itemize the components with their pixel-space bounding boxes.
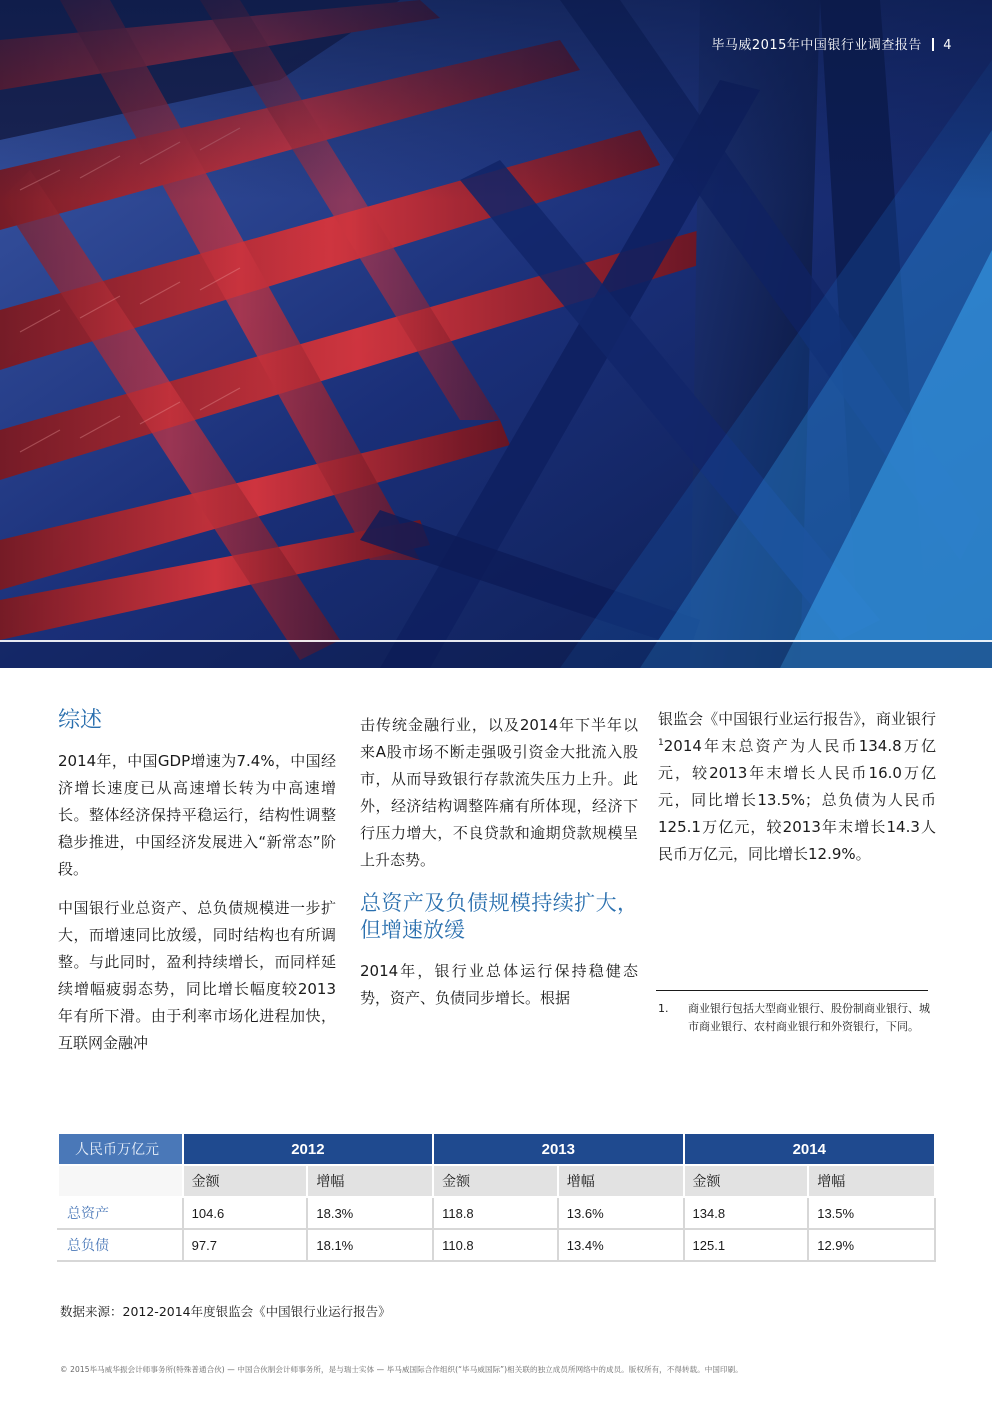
year-header: 2014 [684, 1133, 935, 1165]
data-source-note: 数据来源：2012-2014年度银监会《中国银行业运行报告》 [60, 1304, 391, 1319]
amount-header: 金额 [684, 1165, 809, 1197]
footnote-divider [656, 990, 928, 991]
table-row [58, 1229, 935, 1261]
table-cell: 118.8 [433, 1197, 558, 1229]
table-cell: 18.3% [307, 1197, 433, 1229]
page-number: 4 [943, 38, 952, 53]
year-header: 2013 [433, 1133, 683, 1165]
table-cell: 110.8 [433, 1229, 558, 1261]
year-header: 2012 [183, 1133, 433, 1165]
column-1 [58, 706, 336, 1069]
paragraph: 2014年，中国GDP增速为7.4%，中国经济增长速度已从高速增长转为中高速增长。整体经济保持平稳运行，结构性调整稳步推进，中国经济发展进入“新常态”阶段。 [58, 752, 336, 878]
table-cell: 125.1 [684, 1229, 809, 1261]
column-2 [360, 712, 638, 1024]
unit-label: 人民币万亿元 [58, 1133, 183, 1165]
running-header [711, 34, 952, 53]
table-cell: 12.9% [808, 1229, 935, 1261]
growth-header: 增幅 [558, 1165, 684, 1197]
assets-liabilities-table [57, 1132, 936, 1262]
growth-header: 增幅 [307, 1165, 433, 1197]
row-label: 总负债 [58, 1229, 183, 1261]
table-header-row [58, 1133, 935, 1165]
paragraph: 中国银行业总资产、总负债规模进一步扩大，而增速同比放缓，同时结构也有所调整。与此同时，盈利持续增长，而同样延续增幅疲弱态势，同比增长幅度较2013年有所下滑。由于利率市场化进程加快，互联网金融冲 [58, 899, 336, 1052]
header-separator [932, 38, 934, 51]
amount-header: 金额 [183, 1165, 308, 1197]
column-3 [658, 706, 936, 880]
row-label: 总资产 [58, 1197, 183, 1229]
table-cell: 97.7 [183, 1229, 308, 1261]
footnote-number: 1. [658, 1002, 669, 1015]
paragraph [658, 706, 936, 868]
table-cell: 134.8 [684, 1197, 809, 1229]
section-heading-assets: 总资产及负债规模持续扩大，但增速放缓 [360, 891, 638, 942]
footnote-marker[interactable]: 1 [658, 738, 664, 748]
copyright-notice: © 2015毕马威华振会计师事务所(特殊普通合伙) — 中国合伙制会计师事务所，是与瑞士实体 — 毕马威国际合作组织(“毕马威国际”)相关联的独立成员所网络中的成员。版权所有，不得转载。中国印刷。 [60, 1365, 743, 1374]
empty-cell [58, 1165, 183, 1197]
paragraph-text: 2014年末总资产为人民币134.8万亿元，较2013年末增长人民币16.0万亿元，同比增长13.5%；总负债为人民币125.1万亿元，较2013年末增长14.3人民币万亿元，同比增长12.9%。 [658, 737, 936, 863]
table-cell: 18.1% [307, 1229, 433, 1261]
paragraph: 击传统金融行业，以及2014年下半年以来A股市场不断走强吸引资金大批流入股市，从而导致银行存款流失压力上升。此外，经济结构调整阵痛有所体现，经济下行压力增大，不良贷款和逾期贷款规模呈上升态势。 [360, 716, 638, 869]
table-cell: 104.6 [183, 1197, 308, 1229]
paragraph: 2014年，银行业总体运行保持稳健态势，资产、负债同步增长。根据 [360, 962, 638, 1007]
table-row [58, 1197, 935, 1229]
table-cell: 13.5% [808, 1197, 935, 1229]
running-title: 毕马威2015年中国银行业调查报告 [711, 38, 922, 53]
footnote-text: 商业银行包括大型商业银行、股份制商业银行、城市商业银行、农村商业银行和外资银行，下同。 [688, 1002, 930, 1033]
amount-header: 金额 [433, 1165, 558, 1197]
hero-image [0, 0, 992, 668]
paragraph-text: 银监会《中国银行业运行报告》，商业银行 [658, 710, 936, 728]
footnote [658, 1000, 930, 1036]
table-cell: 13.6% [558, 1197, 684, 1229]
table-cell: 13.4% [558, 1229, 684, 1261]
table-subheader-row [58, 1165, 935, 1197]
growth-header: 增幅 [808, 1165, 935, 1197]
steel-bridge-photo [0, 0, 992, 668]
section-heading-overview: 综述 [58, 708, 103, 733]
